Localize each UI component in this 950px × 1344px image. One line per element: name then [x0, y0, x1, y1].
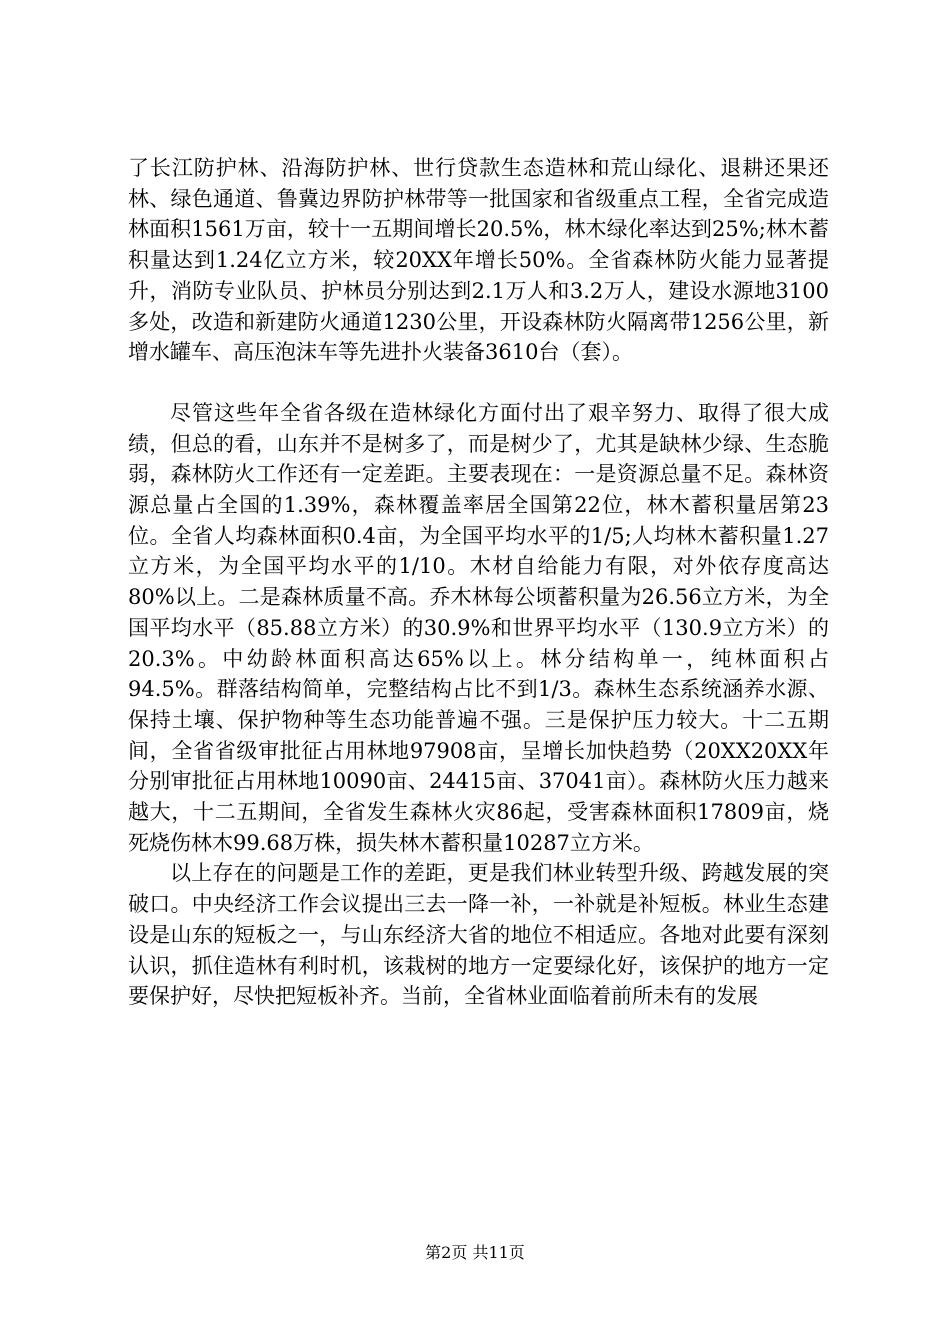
- page-footer: 第2页 共11页: [425, 1243, 525, 1262]
- paragraph-2: 尽管这些年全省各级在造林绿化方面付出了艰辛努力、取得了很大成绩，但总的看，山东并不是树多了，而是树少了，尤其是缺林少绿、生态脆弱，森林防火工作还有一定差距。主要表现在：一是资源总量不足。森林资源总量占全国的1.39%，森林覆盖率居全国第22位，林木蓄积量居第23位。全省人均森林面积0.4亩，为全国平均水平的1/5;人均林木蓄积量1.27立方米，为全国平均水平的1/10。木材自给能力有限，对外依存度高达80%以上。二是森林质量不高。乔木林每公顷蓄积量为26.56立方米，为全国平均水平（85.88立方米）的30.9%和世界平均水平（130.9立方米）的20.3%。中幼龄林面积高达65%以上。林分结构单一，纯林面积占94.5%。群落结构简单，完整结构占比不到1/3。森林生态系统涵养水源、保持土壤、保护物种等生态功能普遍不强。三是保护压力较大。十二五期间，全省省级审批征占用林地97908亩，呈增长加快趋势（20XX20XX年分别审批征占用林地10090亩、24415亩、37041亩）。森林防火压力越来越大，十二五期间，全省发生森林火灾86起，受害森林面积17809亩，烧死烧伤林木99.68万株，损失林木蓄积量10287立方米。: [128, 400, 829, 855]
- paragraph-3: 以上存在的问题是工作的差距，更是我们林业转型升级、跨越发展的突破口。中央经济工作会议提出三去一降一补，一补就是补短板。林业生态建设是山东的短板之一，与山东经济大省的地位不相适应。各地对此要有深刻认识，抓住造林有利时机，该栽树的地方一定要绿化好，该保护的地方一定要保护好，尽快把短板补齐。当前，全省林业面临着前所未有的发展: [128, 861, 829, 1009]
- document-body: [128, 153, 829, 1012]
- paragraph-gap: [128, 368, 829, 398]
- paragraph-1: 了长江防护林、沿海防护林、世行贷款生态造林和荒山绿化、退耕还果还林、绿色通道、鲁冀边界防护林带等一批国家和省级重点工程，全省完成造林面积1561万亩，较十一五期间增长20.5%，林木绿化率达到25%;林木蓄积量达到1.24亿立方米，较20XX年增长50%。全省森林防火能力显著提升，消防专业队员、护林员分别达到2.1万人和3.2万人，建设水源地3100多处，改造和新建防火通道1230公里，开设森林防火隔离带1256公里，新增水罐车、高压泡沫车等先进扑火装备3610台（套）。: [128, 156, 829, 365]
